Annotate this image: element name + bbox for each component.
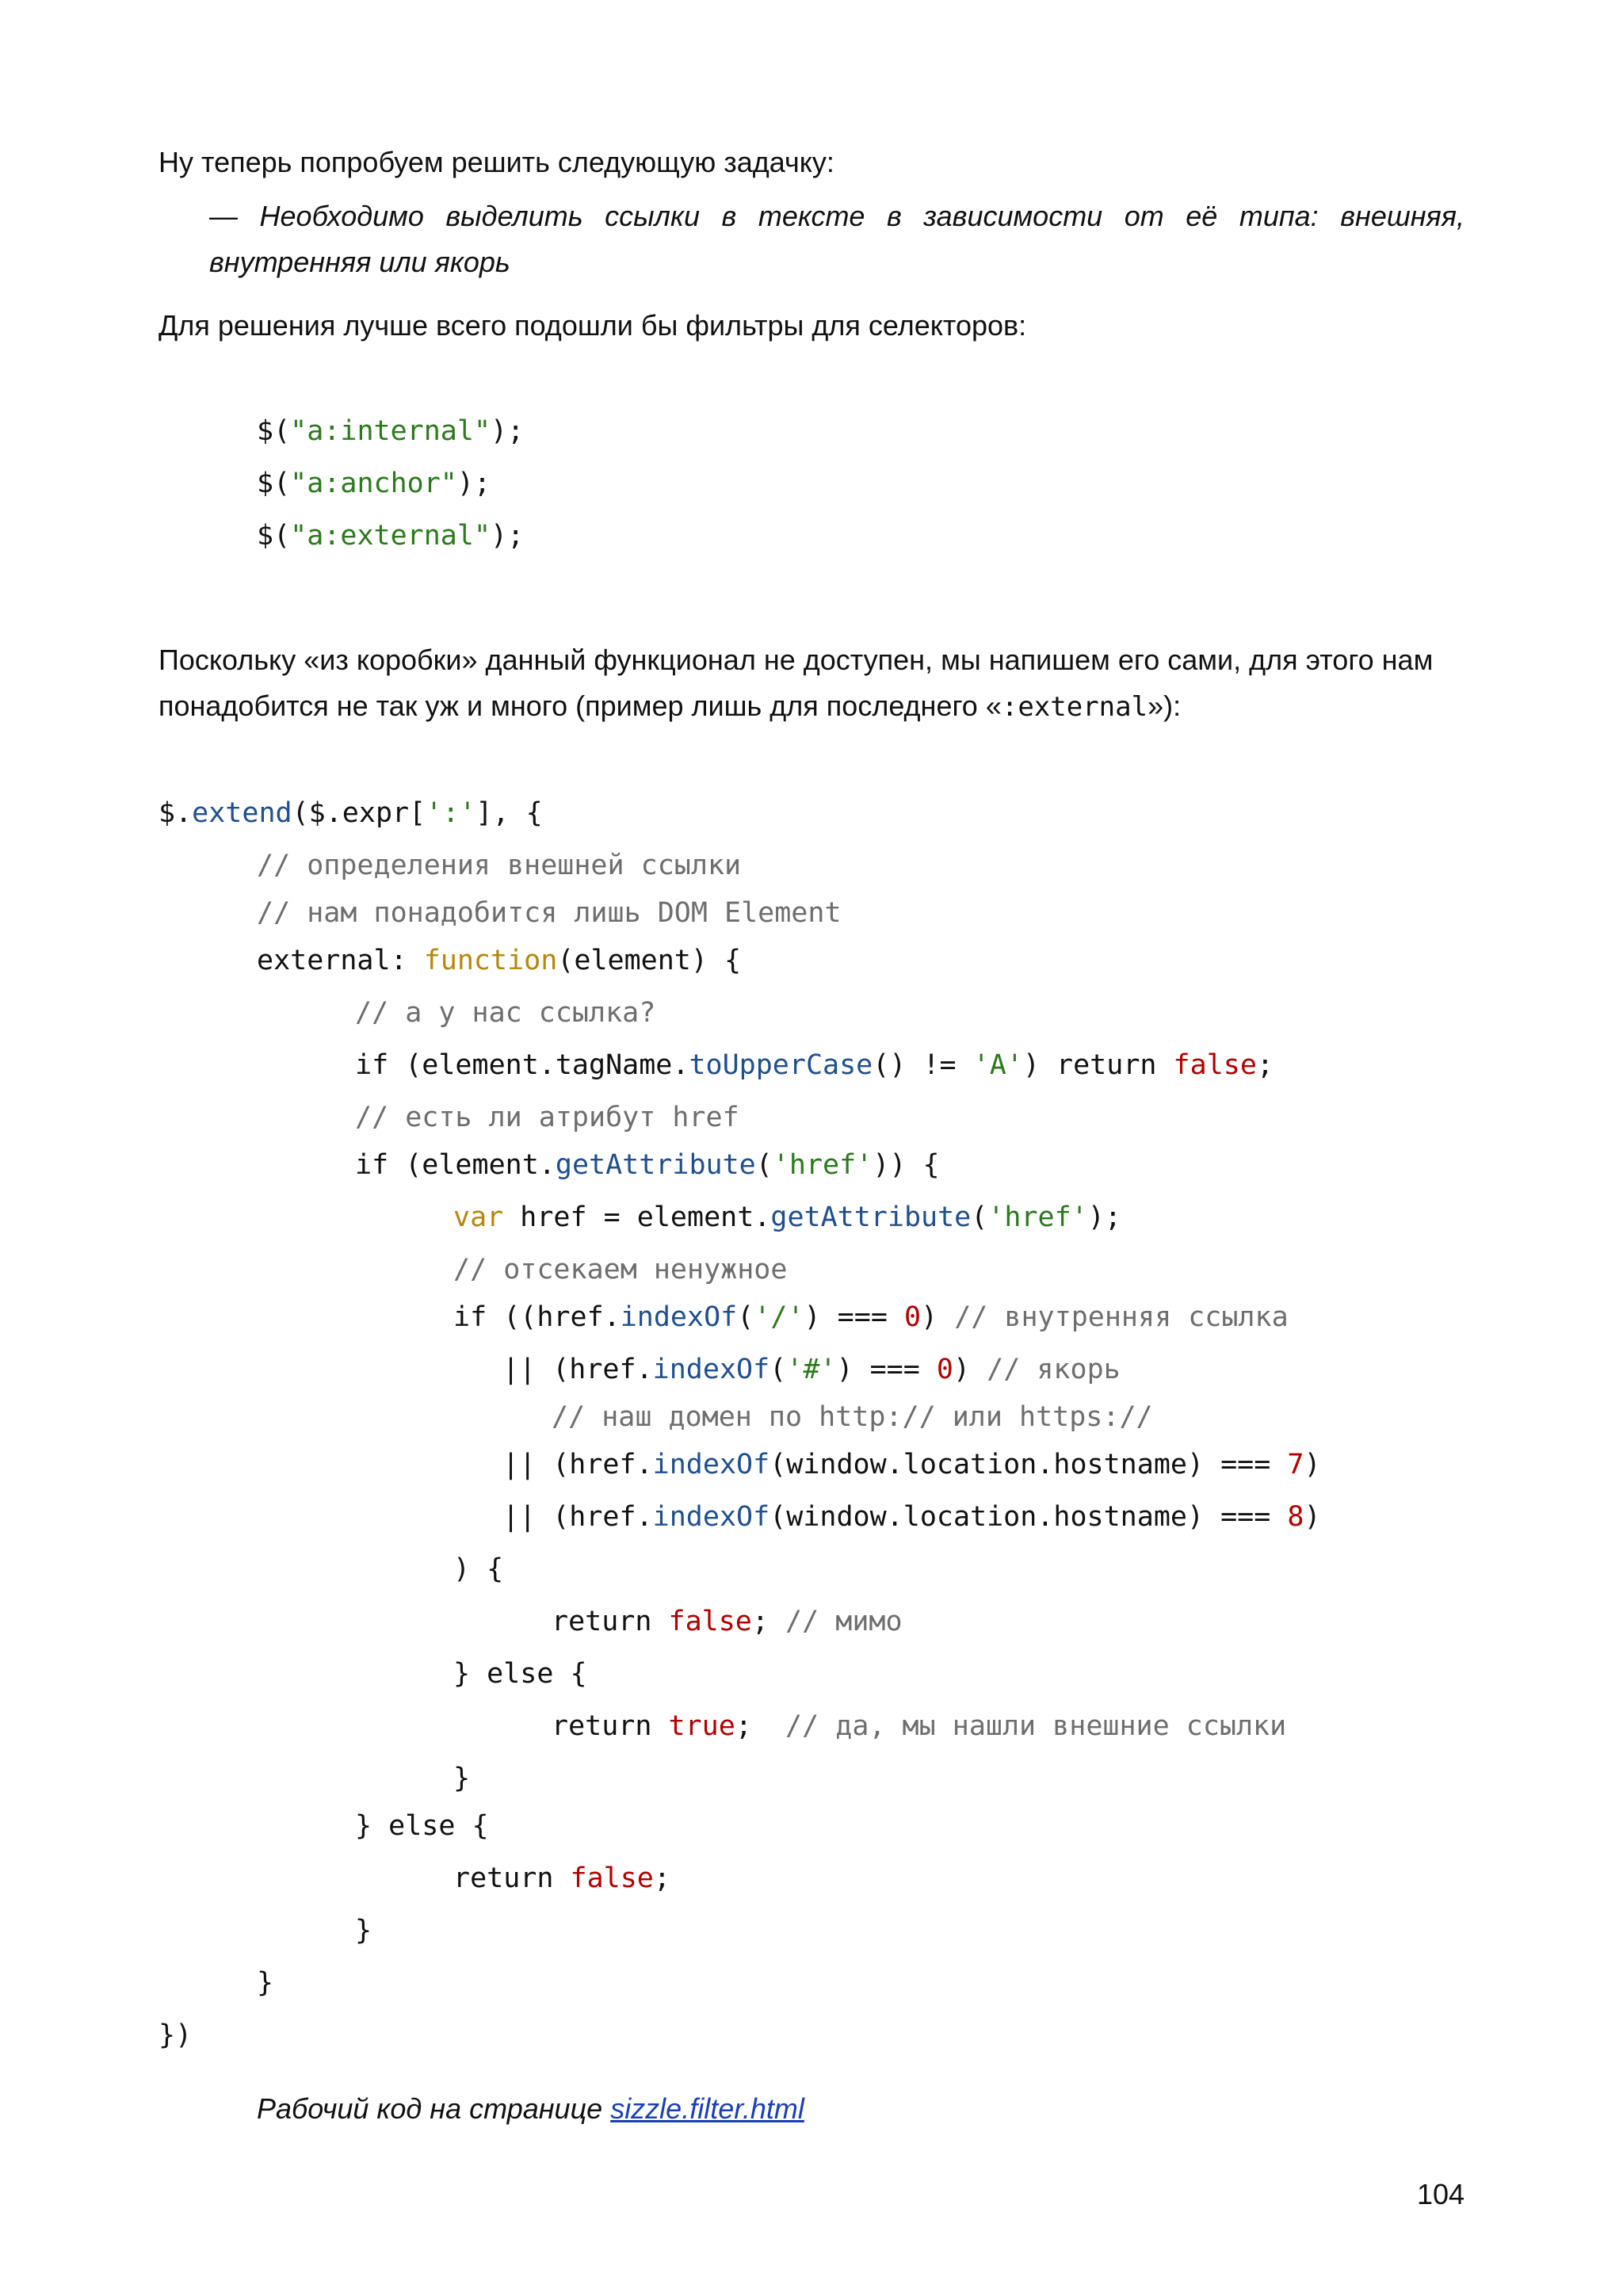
code-token: return <box>552 1606 669 1637</box>
code-token: ; <box>653 1862 670 1894</box>
code-token: href = element. <box>503 1201 771 1233</box>
code-token: ) return <box>1022 1049 1174 1081</box>
code-token: 'href' <box>987 1201 1088 1233</box>
code-token: )) { <box>873 1149 940 1181</box>
code-token: 'A' <box>972 1049 1023 1081</box>
code-token: ; <box>751 1606 786 1637</box>
code-token: // внутренняя ссылка <box>954 1301 1289 1333</box>
task-quote: — Необходимо выделить ссылки в тексте в зависимости от её типа: внешняя, внутренняя или якорь <box>209 200 1465 278</box>
code-token: // мимо <box>785 1606 903 1637</box>
code-token: return <box>552 1710 669 1742</box>
code-token: ; <box>735 1710 786 1742</box>
code-token: ':' <box>426 797 476 829</box>
code-token: $( <box>257 520 291 552</box>
code-token: indexOf <box>652 1354 770 1385</box>
code-token: }) <box>158 2019 193 2051</box>
code-token: $( <box>257 468 291 499</box>
code-token: ); <box>491 520 525 552</box>
code-token: } <box>257 1967 274 1999</box>
code-line <box>502 1354 1121 1385</box>
code-token: "a:internal" <box>290 415 491 447</box>
custom-filter-paragraph <box>158 637 1465 730</box>
code-line <box>453 1763 470 1794</box>
code-token: extend <box>192 797 292 829</box>
code-token: toUpperCase <box>689 1049 873 1081</box>
code-line <box>158 797 543 829</box>
code-token: ( <box>755 1149 773 1181</box>
code-token: if (element.tagName. <box>355 1049 689 1081</box>
inline-code-external: :external <box>1001 691 1148 723</box>
code-line <box>552 1606 903 1637</box>
selector-line <box>257 520 524 552</box>
code-token: // а у нас ссылка? <box>355 997 656 1029</box>
intro-paragraph: Ну теперь попробуем решить следующую задачку: <box>158 146 834 178</box>
code-token: 7 <box>1287 1449 1304 1480</box>
code-token: return <box>453 1862 571 1894</box>
filters-paragraph: Для решения лучше всего подошли бы фильтры для селекторов: <box>158 309 1027 342</box>
code-token: // наш домен по http:// или https:// <box>552 1401 1153 1433</box>
code-token: ) { <box>453 1553 504 1585</box>
code-token: } <box>355 1915 372 1946</box>
code-token: $( <box>257 415 291 447</box>
code-token: // определения внешней ссылки <box>257 850 742 881</box>
code-token: getAttribute <box>555 1149 756 1181</box>
code-token: if ((href. <box>453 1301 621 1333</box>
code-token: () != <box>873 1049 973 1081</box>
code-line <box>158 2019 192 2051</box>
code-line <box>355 1049 1274 1081</box>
code-token: '#' <box>786 1354 837 1385</box>
code-token: 8 <box>1287 1501 1304 1533</box>
code-line <box>257 897 842 929</box>
code-token: // да, мы нашли внешние ссылки <box>785 1710 1287 1742</box>
code-token: } else { <box>453 1658 587 1690</box>
code-line <box>552 1710 1286 1742</box>
code-token: ($.expr[ <box>292 797 426 829</box>
code-line <box>502 1501 1321 1533</box>
code-line <box>453 1658 587 1690</box>
code-line <box>257 945 741 976</box>
code-token: // нам понадобится лишь DOM Element <box>257 897 842 929</box>
code-token: // отсекаем ненужное <box>453 1254 788 1286</box>
code-token: 'href' <box>772 1149 873 1181</box>
code-line <box>355 1810 489 1842</box>
code-token: (window.location.hostname) === <box>769 1501 1288 1533</box>
code-token: 0 <box>903 1301 922 1333</box>
code-token: ) === <box>804 1301 904 1333</box>
code-token: (window.location.hostname) === <box>769 1449 1288 1480</box>
code-line <box>453 1862 670 1894</box>
code-line <box>355 997 655 1029</box>
code-token: } <box>453 1763 471 1794</box>
code-token: ; <box>1256 1049 1274 1081</box>
code-token: "a:anchor" <box>290 468 457 499</box>
code-token: ) <box>953 1354 987 1385</box>
code-token: "a:external" <box>290 520 491 552</box>
code-line <box>355 1102 739 1133</box>
code-line <box>552 1401 1153 1433</box>
code-token: $. <box>158 797 193 829</box>
code-token: || (href. <box>502 1449 653 1480</box>
code-token: ) <box>1304 1449 1321 1480</box>
code-token: external: <box>257 945 424 976</box>
code-token: } else { <box>355 1810 489 1842</box>
code-token: // есть ли атрибут href <box>355 1102 739 1133</box>
code-token: || (href. <box>502 1354 653 1385</box>
code-token: ); <box>456 468 491 499</box>
selector-line <box>257 415 524 447</box>
code-token: indexOf <box>652 1449 770 1480</box>
code-token: true <box>668 1710 735 1742</box>
code-token: ); <box>1087 1201 1121 1233</box>
sizzle-filter-link[interactable]: sizzle.filter.html <box>610 2092 804 2125</box>
code-token: // якорь <box>987 1354 1121 1385</box>
code-token: if (element. <box>355 1149 556 1181</box>
caption-prefix: Рабочий код на странице <box>257 2092 611 2125</box>
code-token: ( <box>971 1201 988 1233</box>
code-token: getAttribute <box>770 1201 972 1233</box>
caption <box>257 2086 804 2132</box>
code-line <box>355 1915 372 1946</box>
code-token: ) <box>921 1301 955 1333</box>
custom-text-part2: »): <box>1148 690 1182 722</box>
code-token: indexOf <box>620 1301 738 1333</box>
code-token: (element) { <box>557 945 742 976</box>
code-line <box>257 850 741 881</box>
code-line <box>453 1201 1121 1233</box>
code-line <box>453 1301 1289 1333</box>
custom-text-part1: Поскольку «из коробки» данный функционал не доступен, мы напишем его сами, для этого нам понадобится не так уж и много (пример лишь для последнего « <box>158 644 1434 722</box>
code-token: ( <box>737 1301 754 1333</box>
code-token: false <box>570 1862 654 1894</box>
code-line <box>355 1149 940 1181</box>
code-token: ) <box>1304 1501 1321 1533</box>
code-line <box>257 1967 273 1999</box>
code-line <box>453 1254 787 1286</box>
code-token: ( <box>769 1354 787 1385</box>
code-token: false <box>668 1606 752 1637</box>
page-number: 104 <box>1417 2178 1465 2210</box>
code-token: '/' <box>754 1301 804 1333</box>
code-token: ) === <box>836 1354 937 1385</box>
selector-line <box>257 468 491 499</box>
code-token: || (href. <box>502 1501 653 1533</box>
code-line <box>502 1449 1321 1480</box>
code-token: var <box>453 1201 504 1233</box>
code-token: indexOf <box>652 1501 770 1533</box>
code-token: ); <box>491 415 525 447</box>
code-token: function <box>423 945 558 976</box>
code-token: ], { <box>475 797 543 829</box>
code-line <box>453 1553 503 1585</box>
code-token: 0 <box>936 1354 953 1385</box>
code-token: false <box>1173 1049 1257 1081</box>
